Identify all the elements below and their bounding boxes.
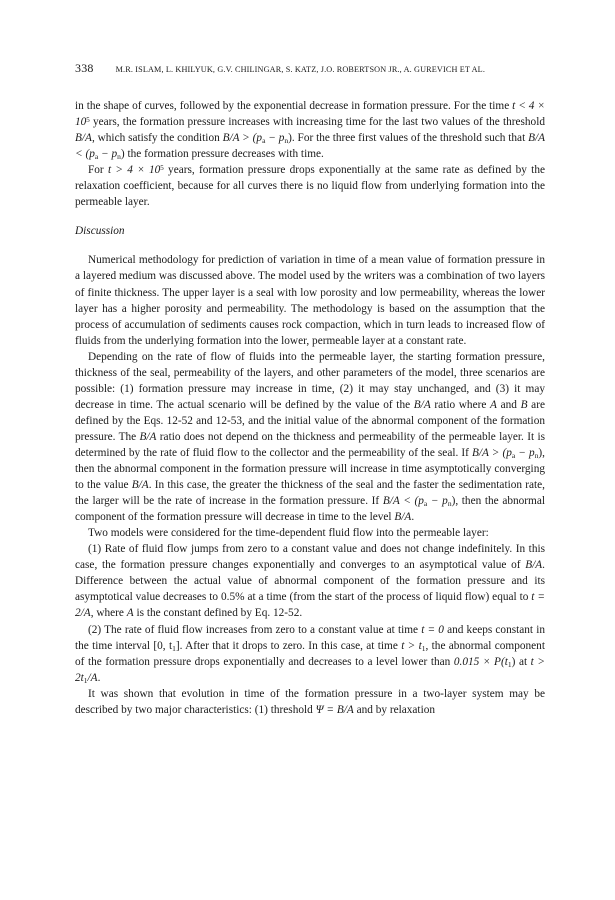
paragraph: Numerical methodology for prediction of variation in time of a mean value of formation pressure in a layered medium was discussed above. The model used by the writers was a combination of two layers of finite thickness. The upper layer is a seal with low porosity and low permeability, whereas the lower layer has a higher porosity and permeability. The methodology is based on the assumption that the process of accumulation of sediments causes rock compaction, which in turn leads to increased flow of fluids from the underlying formation into the lower, permeable layer at a constant rate. — [75, 254, 545, 347]
paragraph: (2) The rate of fluid flow increases from zero to a constant value at time t = 0 and keeps constant in the time interval [0, $t_1$]. After that it drops to zero. In this case, at time $t > t_1$, the abnormal component of the formation pressure drops exponentially and decreases to a level lower than $0.015 \times P(t_1)$ at $t > 2t_1/A$. — [75, 623, 546, 685]
paragraph: in the shape of curves, followed by the exponential decrease in formation pressure. For the time $t < 4 \times 10^5$ years, the formation pressure increases with increasing time for the last two values of the threshold B/A, which satisfy the condition $B/A > (p_a - p_n)$. For the three first values of the threshold such that $B/A < (p_a - p_n)$ the formation pressure decreases with time. — [75, 100, 546, 162]
running-title: M.R. ISLAM, L. KHILYUK, G.V. CHILINGAR, S. KATZ, J.O. ROBERTSON JR., A. GUREVICH ET AL. — [115, 65, 486, 74]
paragraph: Two models were considered for the time-dependent fluid flow into the permeable layer: — [88, 527, 489, 540]
paragraph: It was shown that evolution in time of the formation pressure in a two-layer system may be described by two major characteristics: (1) threshold Ψ = B/A and by relaxation — [75, 687, 545, 716]
page — [75, 60, 545, 718]
section-heading: Discussion — [75, 225, 125, 238]
paragraph: Depending on the rate of flow of fluids into the permeable layer, the starting formation pressure, thickness of the seal, permeability of the layers, and other parameters of the model, three scenarios are possible: (1) formation pressure may increase in time, (2) it may stay unchanged, and (3) it may decrease in time. The actual scenario will be defined by the value of the B/A ratio where A and B are defined by the Eqs. 12-52 and 12-53, and the initial value of the abnormal component of the formation pressure. The B/A ratio does not depend on the thickness and permeability of the permeable layer. It is determined by the rate of fluid flow to the collector and the permeability of the seal. If $B/A > (p_a - p_n)$, then the abnormal component in the formation pressure will increase in time asymptotically converging to the value B/A. In this case, the greater the thickness of the seal and the faster the sedimentation rate, the larger will be the rate of increase in the formation pressure. If $B/A < (p_a - p_n)$, then the abnormal component of the formation pressure will decrease in time to the level B/A. — [75, 350, 546, 524]
paragraph: For $t > 4 \times 10^5$ years, formation pressure drops exponentially at the same rate as defined by the relaxation coefficient, because for all curves there is no liquid flow from underlying formation into the permeable layer. — [75, 164, 545, 209]
paragraph: (1) Rate of fluid flow jumps from zero to a constant value and does not change indefinitely. In this case, the formation pressure changes exponentially and converges to an asymptotical value of B/A. Difference between the actual value of abnormal component of the formation pressure and its asymptotical value decreases to 0.5% at a time (from the start of the process of liquid flow) equal to t = 2/A, where A is the constant defined by Eq. 12-52. — [75, 543, 545, 620]
running-header — [75, 60, 545, 78]
page-number: 338 — [75, 61, 94, 75]
